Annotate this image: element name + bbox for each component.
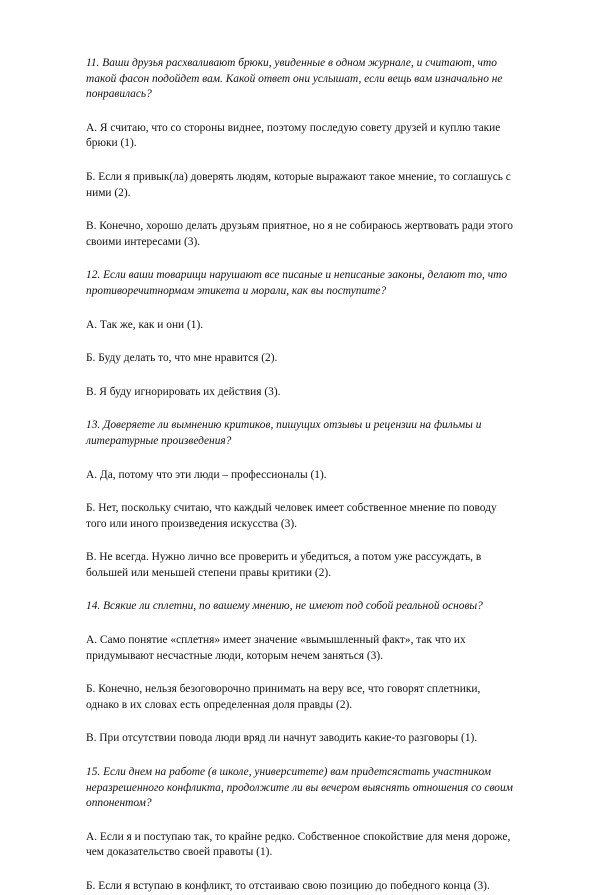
document-page — [86, 56, 516, 895]
answer-13-b: Б. Нет, поскольку считаю, что каждый человек имеет собственное мнение по поводу того или иного произведения искусства (3). — [86, 502, 497, 530]
answer-11-b: Б. Если я привык(ла) доверять людям, которые выражают такое мнение, то соглашусь с ними (2). — [86, 170, 511, 199]
answer-15-a: А. Если я и поступаю так, то крайне редко. Собственное спокойствие для меня дороже, чем доказательство своей правоты (1). — [86, 830, 511, 859]
answer-14-c: В. При отсутствии повода люди вряд ли начнут заводить какие-то разговоры (1). — [86, 732, 478, 745]
answer-12-c: В. Я буду игнорировать их действия (3). — [86, 385, 281, 398]
question-13: 13. Доверяете ли вымнению критиков, пишущих отзывы и рецензии на фильмы и литературные произведения? — [86, 419, 482, 447]
answer-14-a: А. Само понятие «сплетня» имеет значение «вымышленный факт», так что их придумывают несчастные люди, которым нечем заняться (3). — [86, 634, 466, 662]
answer-11-c: В. Конечно, хорошо делать друзьям приятное, но я не собираюсь жертвовать ради этого своими интересами (3). — [86, 220, 513, 248]
question-15: 15. Если днем на работе (в школе, университете) вам придетсястать участником неразрешенного конфликта, продолжите ли вы вечером выяснять отношения со своим оппонентом? — [86, 766, 513, 810]
answer-12-b: Б. Буду делать то, что мне нравится (2). — [86, 352, 278, 365]
question-14: 14. Всякие ли сплетни, по вашему мнению, не имеют под собой реальной основы? — [86, 600, 483, 613]
answer-14-b: Б. Конечно, нельзя безоговорочно принимать на веру все, что говорят сплетники, однако в их словах есть определенная доля правды (2). — [86, 683, 481, 711]
answer-15-b: Б. Если я вступаю в конфликт, то отстаиваю свою позицию до победного конца (3). — [86, 880, 490, 892]
answer-13-a: А. Да, потому что эти люди – профессионалы (1). — [86, 468, 327, 481]
answer-13-c: В. Не всегда. Нужно лично все проверить и убедиться, а потом уже рассуждать, в большей или меньшей степени правы критики (2). — [86, 551, 482, 579]
question-11: 11. Ваши друзья расхваливают брюки, увиденные в одном журнале, и считают, что такой фасон подойдет вам. Какой ответ они услышат, если вещь вам изначально не понравилась? — [86, 57, 503, 101]
answer-11-a: А. Я считаю, что со стороны виднее, поэтому последую совету друзей и куплю такие брюки (1). — [86, 121, 501, 150]
answer-12-a: А. Так же, как и они (1). — [86, 318, 204, 331]
question-12: 12. Если ваши товарищи нарушают все писаные и неписаные законы, делают то, что противоречитнормам этикета и морали, как вы поступите? — [86, 269, 508, 297]
